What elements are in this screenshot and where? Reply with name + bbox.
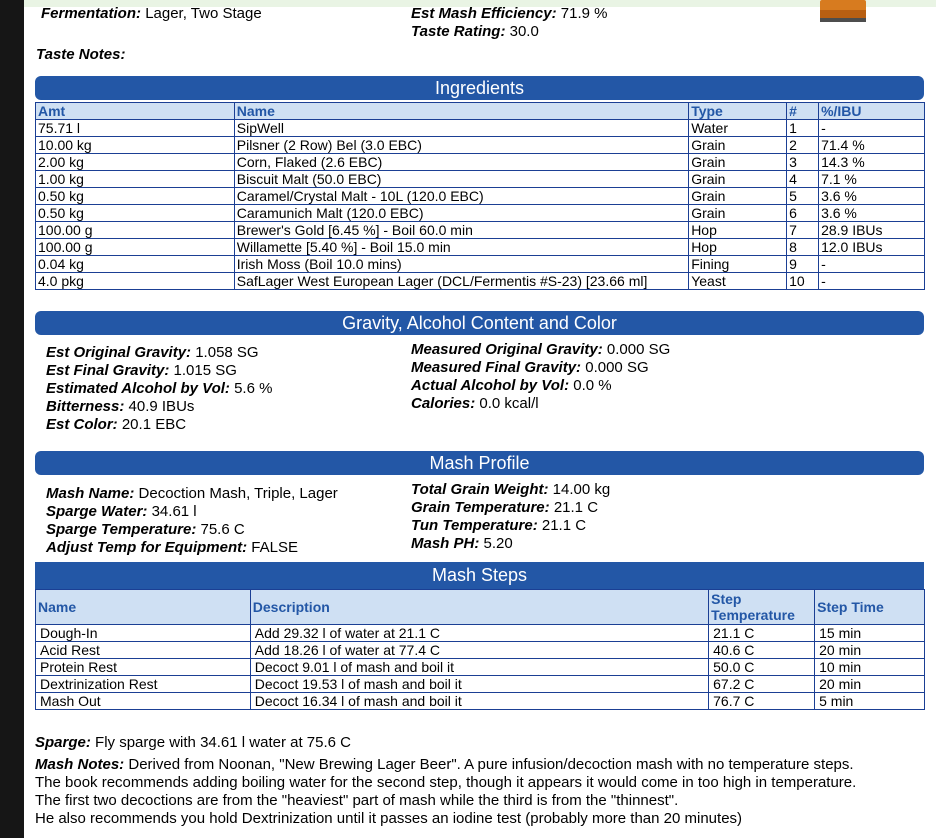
measured-stat-value: 0.0 % — [573, 377, 612, 394]
measured-stat-label: Measured Final Gravity: — [411, 359, 582, 376]
step-name: Dough-In — [36, 625, 251, 642]
sparge-note — [35, 734, 351, 752]
mash-notes-line-1: Derived from Noonan, "New Brewing Lager Beer". A pure infusion/decoction mash with no temperature steps. — [128, 756, 854, 773]
mash-steps-table — [35, 589, 925, 710]
gravity-stat-field — [46, 380, 272, 398]
col-amt: Amt — [36, 103, 235, 120]
ingredient-number: 9 — [787, 256, 819, 273]
ingredients-header-row — [36, 103, 925, 120]
ingredient-row — [36, 188, 925, 205]
step-time: 15 min — [815, 625, 925, 642]
col-name: Name — [234, 103, 688, 120]
step-time: 5 min — [815, 693, 925, 710]
ingredient-percent-ibu: 3.6 % — [819, 205, 925, 222]
measured-stat-field — [411, 377, 612, 395]
measured-stat-value: 0.0 kcal/l — [479, 395, 539, 412]
sparge-value: Fly sparge with 34.61 l water at 75.6 C — [95, 734, 351, 751]
mash-step-row — [36, 659, 925, 676]
measured-stat-field — [411, 341, 670, 359]
fermentation-value: Lager, Two Stage — [145, 5, 262, 22]
ingredient-number: 7 — [787, 222, 819, 239]
mash-stat-field — [46, 485, 338, 503]
ingredient-percent-ibu: 7.1 % — [819, 171, 925, 188]
mash-notes-line-3: The first two decoctions are from the "heaviest" part of mash while the third is from the "thinnest". — [35, 792, 679, 809]
ingredient-name: Pilsner (2 Row) Bel (3.0 EBC) — [234, 137, 688, 154]
gravity-stat-value: 40.9 IBUs — [128, 398, 195, 415]
gravity-stat-label: Est Final Gravity: — [46, 362, 170, 379]
step-temperature: 21.1 C — [709, 625, 815, 642]
ingredient-row — [36, 273, 925, 290]
measured-stat-value: 0.000 SG — [585, 359, 649, 376]
measured-stat-field — [411, 359, 649, 377]
step-time: 10 min — [815, 659, 925, 676]
gravity-stat-field — [46, 416, 186, 434]
ingredient-number: 3 — [787, 154, 819, 171]
ingredient-row — [36, 205, 925, 222]
gravity-stat-label: Bitterness: — [46, 398, 125, 415]
taste-notes-label: Taste Notes: — [36, 46, 126, 63]
ingredient-amt: 75.71 l — [36, 120, 235, 137]
mash-efficiency-value: 71.9 % — [560, 5, 608, 22]
col-type: Type — [689, 103, 787, 120]
ingredient-percent-ibu: 14.3 % — [819, 154, 925, 171]
step-temperature: 67.2 C — [709, 676, 815, 693]
ingredient-name: Irish Moss (Boil 10.0 mins) — [234, 256, 688, 273]
measured-stat-label: Calories: — [411, 395, 476, 412]
ingredient-row — [36, 154, 925, 171]
step-name: Mash Out — [36, 693, 251, 710]
mash-temp-stat-value: 14.00 kg — [552, 481, 611, 498]
mash-stat-label: Adjust Temp for Equipment: — [46, 539, 248, 556]
ingredient-amt: 1.00 kg — [36, 171, 235, 188]
ingredient-number: 5 — [787, 188, 819, 205]
mash-notes-line-2: The book recommends adding boiling water for the second step, though it appears it would come in too high in temperature. — [35, 774, 857, 791]
ingredient-type: Water — [689, 120, 787, 137]
ingredient-type: Grain — [689, 171, 787, 188]
mash-steps-header: Mash Steps — [35, 562, 924, 589]
ingredients-header: Ingredients — [35, 76, 924, 100]
col-step-time: Step Time — [815, 590, 925, 625]
ingredient-name: Corn, Flaked (2.6 EBC) — [234, 154, 688, 171]
gravity-stat-value: 5.6 % — [234, 380, 273, 397]
beer-glass-icon — [818, 0, 868, 22]
step-temperature: 40.6 C — [709, 642, 815, 659]
mash-stat-label: Sparge Water: — [46, 503, 148, 520]
ingredient-row — [36, 256, 925, 273]
ingredient-percent-ibu: 3.6 % — [819, 188, 925, 205]
step-description: Add 29.32 l of water at 21.1 C — [250, 625, 708, 642]
ingredient-amt: 0.50 kg — [36, 188, 235, 205]
step-name: Acid Rest — [36, 642, 251, 659]
mash-temp-stat-field — [411, 499, 598, 517]
mash-temp-stat-field — [411, 517, 586, 535]
ingredient-amt: 2.00 kg — [36, 154, 235, 171]
ingredient-amt: 100.00 g — [36, 222, 235, 239]
col-step-description: Description — [250, 590, 708, 625]
step-temperature: 76.7 C — [709, 693, 815, 710]
mash-stat-field — [46, 539, 298, 557]
taste-rating-label: Taste Rating: — [411, 23, 506, 40]
measured-stat-label: Measured Original Gravity: — [411, 341, 603, 358]
mash-notes — [35, 756, 926, 828]
ingredient-name: SipWell — [234, 120, 688, 137]
ingredient-type: Yeast — [689, 273, 787, 290]
ingredient-row — [36, 171, 925, 188]
mash-temp-stat-value: 5.20 — [483, 535, 513, 552]
ingredient-percent-ibu: 12.0 IBUs — [819, 239, 925, 256]
mash-temp-stat-label: Mash PH: — [411, 535, 480, 552]
mash-profile-header: Mash Profile — [35, 451, 924, 475]
fermentation-label: Fermentation: — [41, 5, 142, 22]
ingredient-number: 4 — [787, 171, 819, 188]
ingredient-type: Fining — [689, 256, 787, 273]
ingredient-type: Hop — [689, 239, 787, 256]
mash-stat-label: Sparge Temperature: — [46, 521, 197, 538]
ingredient-name: Willamette [5.40 %] - Boil 15.0 min — [234, 239, 688, 256]
step-name: Protein Rest — [36, 659, 251, 676]
ingredient-percent-ibu: - — [819, 256, 925, 273]
ingredient-type: Hop — [689, 222, 787, 239]
ingredient-number: 2 — [787, 137, 819, 154]
ingredient-number: 10 — [787, 273, 819, 290]
step-name: Dextrinization Rest — [36, 676, 251, 693]
sparge-label: Sparge: — [35, 734, 91, 751]
ingredient-amt: 100.00 g — [36, 239, 235, 256]
mash-steps-header-row — [36, 590, 925, 625]
gravity-header: Gravity, Alcohol Content and Color — [35, 311, 924, 335]
ingredient-number: 6 — [787, 205, 819, 222]
mash-stat-value: FALSE — [251, 539, 298, 556]
taste-notes-field — [36, 46, 125, 64]
gravity-stat-field — [46, 398, 194, 416]
ingredient-percent-ibu: - — [819, 120, 925, 137]
fermentation-field — [41, 5, 262, 23]
gravity-stat-field — [46, 344, 259, 362]
taste-rating-field — [411, 23, 539, 41]
step-description: Add 18.26 l of water at 77.4 C — [250, 642, 708, 659]
ingredient-type: Grain — [689, 154, 787, 171]
mash-stat-value: Decoction Mash, Triple, Lager — [138, 485, 338, 502]
mash-step-row — [36, 625, 925, 642]
ingredient-amt: 0.50 kg — [36, 205, 235, 222]
mash-temp-stat-label: Tun Temperature: — [411, 517, 538, 534]
ingredients-table — [35, 102, 925, 290]
ingredient-row — [36, 137, 925, 154]
measured-stat-value: 0.000 SG — [606, 341, 671, 358]
ingredient-amt: 0.04 kg — [36, 256, 235, 273]
mash-efficiency-label: Est Mash Efficiency: — [411, 5, 557, 22]
window-edge — [0, 0, 24, 838]
gravity-stat-label: Est Color: — [46, 416, 118, 433]
measured-stat-label: Actual Alcohol by Vol: — [411, 377, 570, 394]
ingredient-amt: 10.00 kg — [36, 137, 235, 154]
mash-temp-stat-value: 21.1 C — [541, 517, 587, 534]
gravity-stat-label: Estimated Alcohol by Vol: — [46, 380, 230, 397]
ingredient-row — [36, 222, 925, 239]
mash-notes-line-4: He also recommends you hold Dextrinization until it passes an iodine test (probably more than 20 minutes) — [35, 810, 743, 827]
step-description: Decoct 16.34 l of mash and boil it — [250, 693, 708, 710]
ingredient-row — [36, 120, 925, 137]
measured-stat-field — [411, 395, 539, 413]
ingredient-type: Grain — [689, 205, 787, 222]
mash-temp-stat-field — [411, 535, 513, 553]
mash-notes-label: Mash Notes: — [35, 756, 125, 773]
ingredient-percent-ibu: 71.4 % — [819, 137, 925, 154]
ingredient-type: Grain — [689, 137, 787, 154]
ingredient-name: Caramunich Malt (120.0 EBC) — [234, 205, 688, 222]
ingredient-number: 8 — [787, 239, 819, 256]
col-percent-ibu: %/IBU — [819, 103, 925, 120]
mash-stat-field — [46, 503, 197, 521]
gravity-stat-field — [46, 362, 237, 380]
step-description: Decoct 9.01 l of mash and boil it — [250, 659, 708, 676]
mash-temp-stat-label: Grain Temperature: — [411, 499, 550, 516]
step-temperature: 50.0 C — [709, 659, 815, 676]
ingredient-name: Caramel/Crystal Malt - 10L (120.0 EBC) — [234, 188, 688, 205]
mash-stat-field — [46, 521, 245, 539]
ingredient-amt: 4.0 pkg — [36, 273, 235, 290]
col-number: # — [787, 103, 819, 120]
taste-rating-value: 30.0 — [509, 23, 539, 40]
mash-stat-value: 34.61 l — [151, 503, 197, 520]
mash-efficiency-field — [411, 5, 607, 23]
mash-step-row — [36, 642, 925, 659]
step-time: 20 min — [815, 642, 925, 659]
ingredient-name: Biscuit Malt (50.0 EBC) — [234, 171, 688, 188]
step-description: Decoct 19.53 l of mash and boil it — [250, 676, 708, 693]
ingredient-name: Brewer's Gold [6.45 %] - Boil 60.0 min — [234, 222, 688, 239]
col-step-name: Name — [36, 590, 251, 625]
mash-temp-stat-value: 21.1 C — [553, 499, 599, 516]
mash-step-row — [36, 676, 925, 693]
step-time: 20 min — [815, 676, 925, 693]
gravity-stat-value: 1.058 SG — [195, 344, 259, 361]
mash-temp-stat-label: Total Grain Weight: — [411, 481, 549, 498]
gravity-stat-label: Est Original Gravity: — [46, 344, 192, 361]
ingredient-row — [36, 239, 925, 256]
gravity-stat-value: 20.1 EBC — [121, 416, 187, 433]
ingredient-percent-ibu: - — [819, 273, 925, 290]
col-step-temperature: Step Temperature — [709, 590, 815, 625]
mash-step-row — [36, 693, 925, 710]
mash-temp-stat-field — [411, 481, 610, 499]
ingredient-type: Grain — [689, 188, 787, 205]
ingredient-name: SafLager West European Lager (DCL/Fermentis #S-23) [23.66 ml] — [234, 273, 688, 290]
mash-stat-label: Mash Name: — [46, 485, 135, 502]
gravity-stat-value: 1.015 SG — [173, 362, 237, 379]
ingredient-number: 1 — [787, 120, 819, 137]
ingredient-percent-ibu: 28.9 IBUs — [819, 222, 925, 239]
mash-stat-value: 75.6 C — [200, 521, 245, 538]
